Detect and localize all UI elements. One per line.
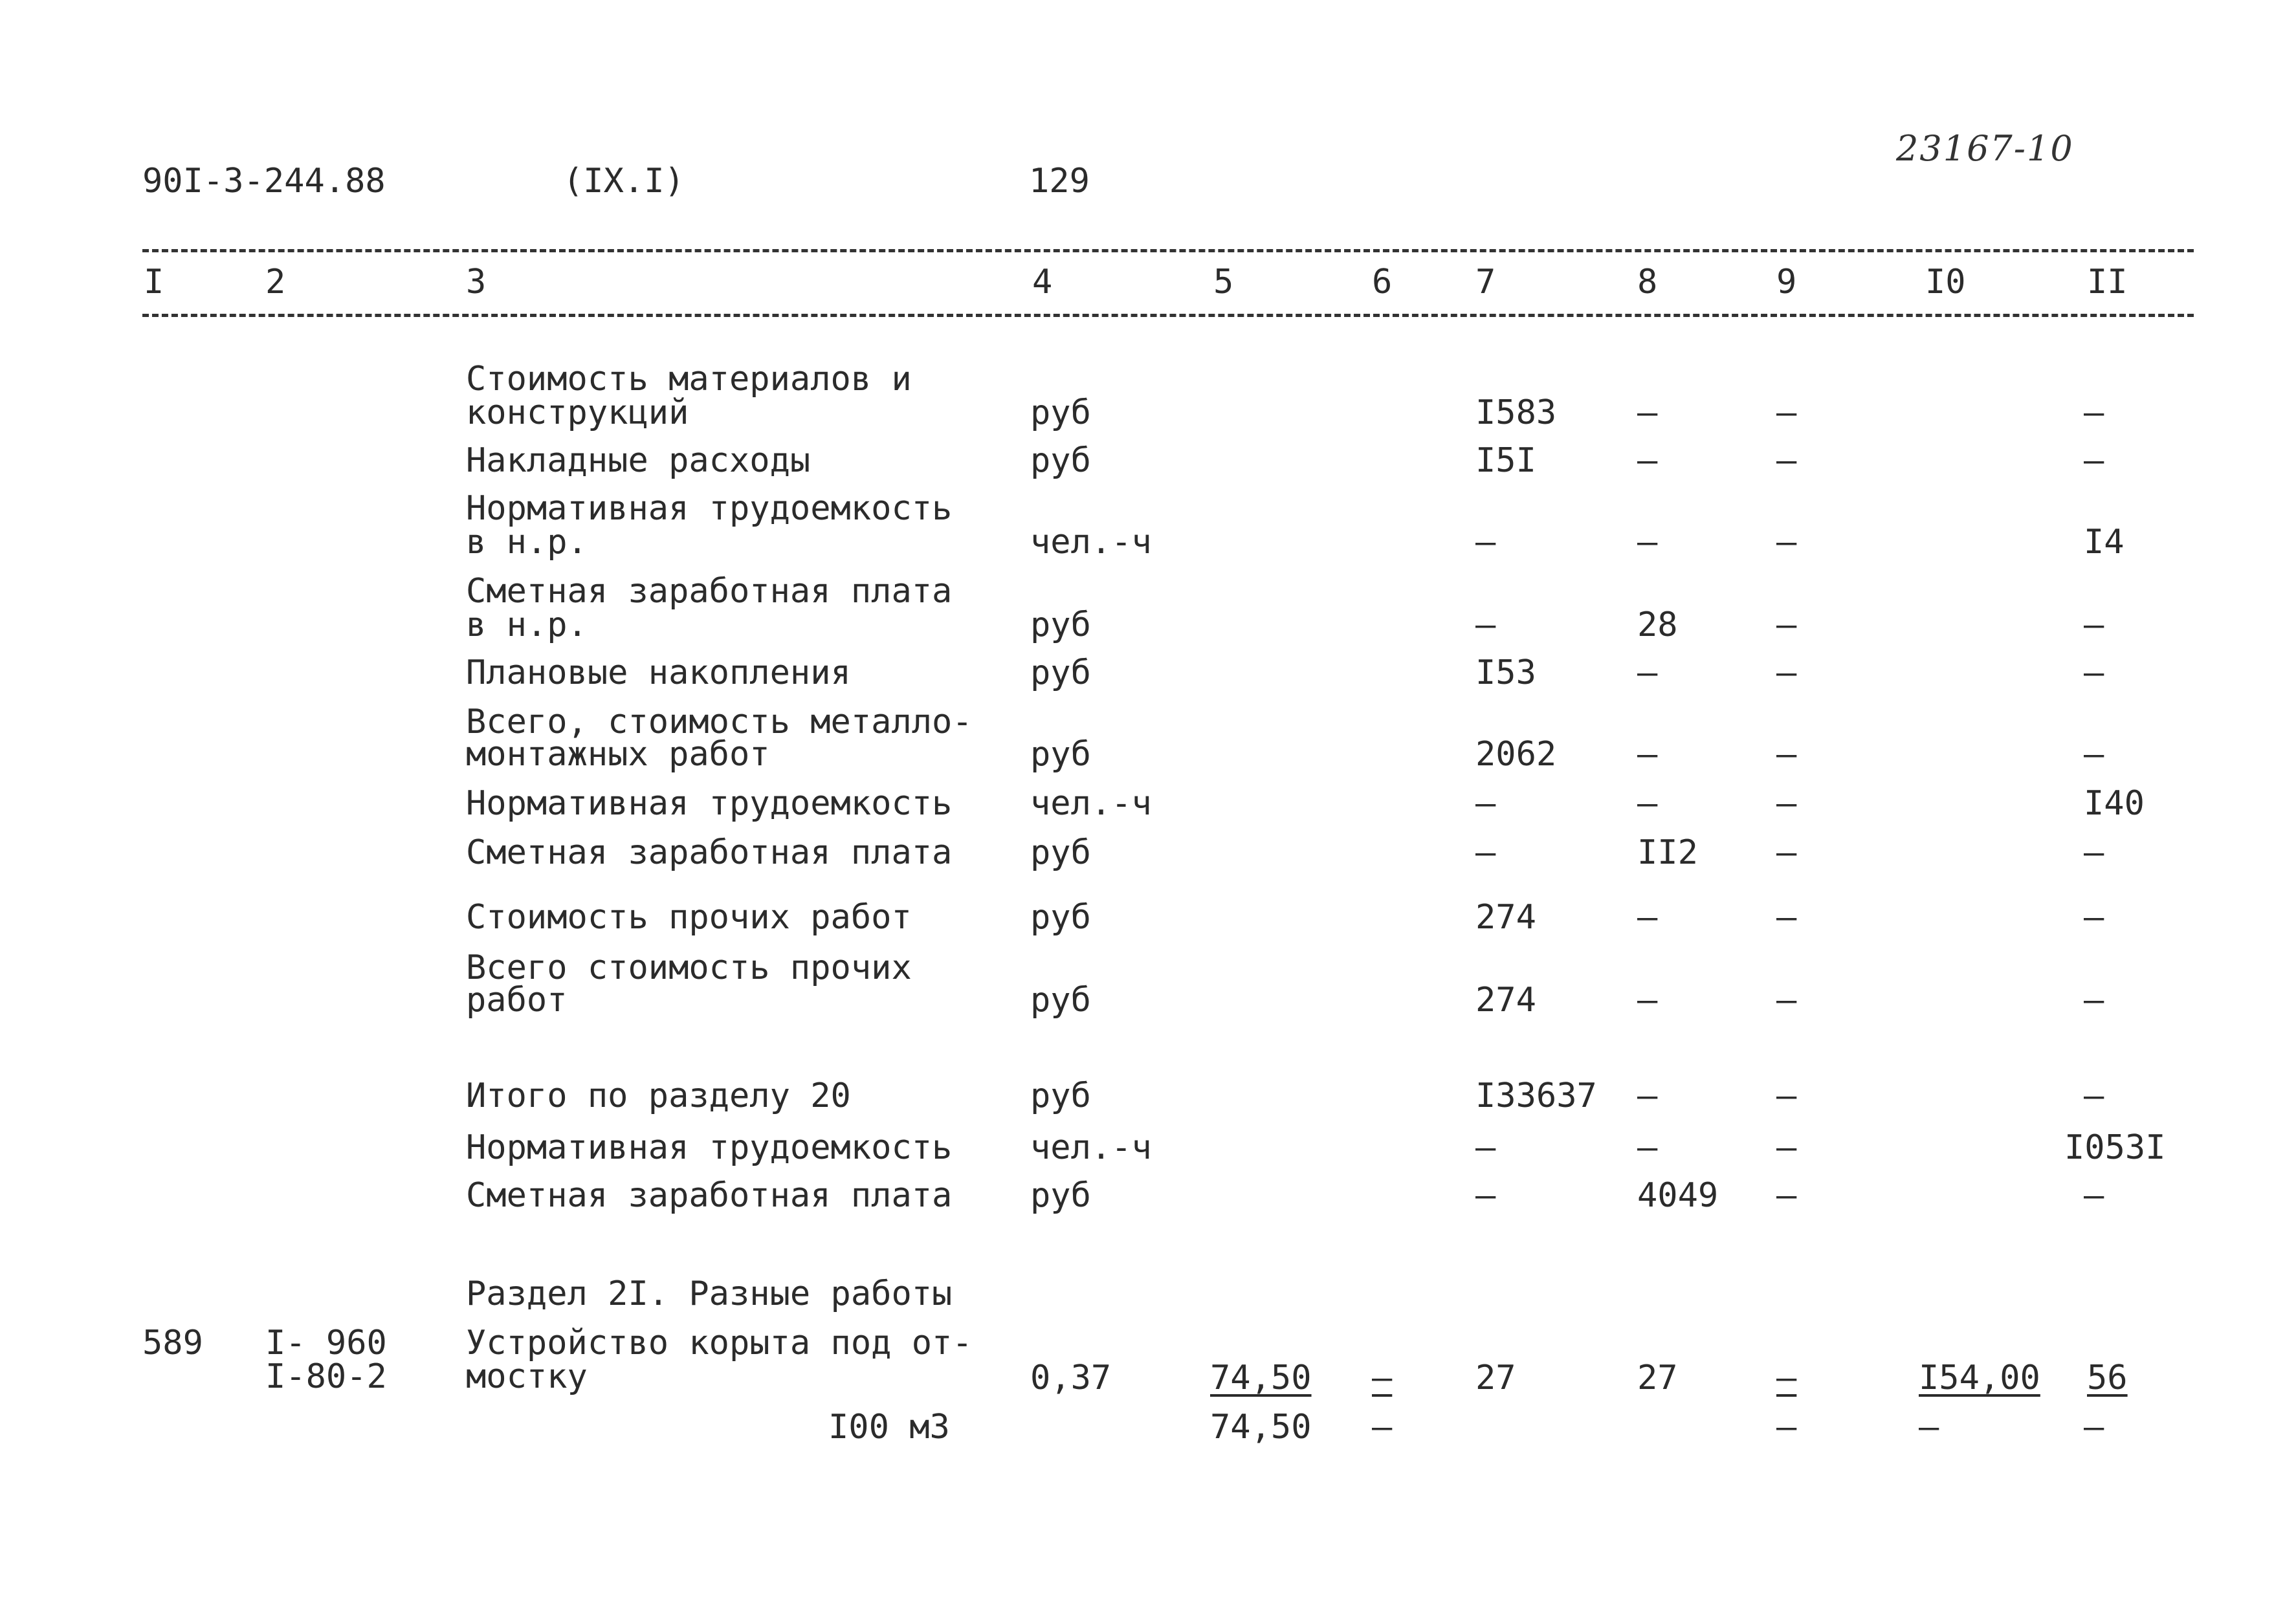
header-divider-top [142, 249, 2194, 252]
page-number: 129 [1029, 162, 1090, 201]
row-label: работ [466, 981, 568, 1020]
row-label: конструкций [466, 393, 689, 432]
row-label: Всего стоимость прочих [466, 948, 912, 987]
row-col8: – [1637, 898, 1658, 937]
row-label: Накладные расходы [466, 441, 811, 480]
row-unit: руб [1030, 441, 1091, 480]
item-col8: 27 [1637, 1359, 1678, 1397]
row-col7: I53 [1475, 653, 1536, 692]
row-col11: – [2084, 898, 2104, 937]
item-col5-bottom: 74,50 [1210, 1408, 1312, 1447]
row-label: Нормативная трудоемкость [466, 1128, 953, 1167]
row-col8: – [1637, 393, 1658, 432]
row-unit: руб [1030, 1077, 1091, 1115]
row-label: Всего, стоимость металло- [466, 703, 973, 741]
row-label: Нормативная трудоемкость [466, 489, 953, 528]
row-col11: I053I [2064, 1128, 2166, 1167]
row-col9: – [1776, 441, 1797, 480]
row-col9: – [1776, 833, 1797, 872]
row-col9: – [1776, 393, 1797, 432]
item-col6-top: – [1372, 1359, 1393, 1397]
row-col8: – [1637, 735, 1658, 774]
row-col7: I5I [1475, 441, 1536, 480]
row-col7: 2062 [1475, 735, 1557, 774]
item-label: Устройство корыта под от- [466, 1324, 973, 1362]
item-col9-top: – [1776, 1359, 1797, 1397]
row-col9: – [1776, 981, 1797, 1020]
row-col8: II2 [1637, 833, 1698, 872]
col-9: 9 [1776, 263, 1797, 301]
row-label: Сметная заработная плата [466, 572, 953, 611]
row-col8: – [1637, 523, 1658, 562]
row-col9: – [1776, 523, 1797, 562]
row-col7: – [1475, 523, 1496, 562]
item-code: I- 960 [265, 1324, 387, 1362]
row-col11: – [2084, 1176, 2104, 1215]
row-col11: I40 [2084, 784, 2145, 823]
row-unit: руб [1030, 735, 1091, 774]
row-col7: – [1475, 784, 1496, 823]
row-col8: 4049 [1637, 1176, 1719, 1215]
row-label: Итого по разделу 20 [466, 1077, 851, 1115]
row-col9: – [1776, 1077, 1797, 1115]
row-col8: – [1637, 1077, 1658, 1115]
row-col8: – [1637, 981, 1658, 1020]
row-unit: руб [1030, 833, 1091, 872]
header-divider-bottom [142, 314, 2194, 317]
doc-code: 90I-3-244.88 [142, 162, 386, 201]
row-unit: руб [1030, 606, 1091, 644]
row-col11: – [2084, 1077, 2104, 1115]
col-8: 8 [1637, 263, 1658, 301]
row-col11: – [2084, 735, 2104, 774]
col-1: I [144, 263, 164, 301]
row-col8: – [1637, 784, 1658, 823]
col-2: 2 [265, 263, 286, 301]
item-quantity: 0,37 [1030, 1359, 1112, 1397]
row-col8: – [1637, 1128, 1658, 1167]
handwritten-number: 23167-10 [1896, 128, 2074, 169]
row-col11: – [2084, 441, 2104, 480]
item-label: мостку [466, 1357, 588, 1396]
row-unit: руб [1030, 393, 1091, 432]
col-3: 3 [466, 263, 487, 301]
row-label: в н.р. [466, 606, 588, 644]
item-number: 589 [142, 1324, 203, 1362]
row-label: Стоимость материалов и [466, 360, 912, 399]
row-col9: – [1776, 784, 1797, 823]
row-unit: чел.-ч [1030, 784, 1152, 823]
row-unit: руб [1030, 898, 1091, 937]
col-4: 4 [1032, 263, 1053, 301]
row-label: Сметная заработная плата [466, 833, 953, 872]
row-col11: – [2084, 981, 2104, 1020]
item-col10-bottom: – [1919, 1408, 1939, 1447]
col-10: I0 [1925, 263, 1966, 301]
row-col11: I4 [2084, 523, 2125, 562]
row-col7: – [1475, 833, 1496, 872]
row-col11: – [2084, 606, 2104, 644]
row-col9: – [1776, 735, 1797, 774]
row-col11: – [2084, 393, 2104, 432]
item-col10-top: I54,00 [1919, 1359, 2040, 1397]
row-col9: – [1776, 606, 1797, 644]
row-unit: руб [1030, 1176, 1091, 1215]
row-col7: I583 [1475, 393, 1557, 432]
row-label: в н.р. [466, 523, 588, 562]
row-col9: – [1776, 653, 1797, 692]
item-col11-bottom: – [2084, 1408, 2104, 1447]
item-col5-top: 74,50 [1210, 1359, 1312, 1397]
row-unit: руб [1030, 981, 1091, 1020]
row-col8: – [1637, 653, 1658, 692]
section-code: (IX.I) [563, 162, 685, 201]
row-col7: 274 [1475, 898, 1536, 937]
row-label: Плановые накопления [466, 653, 851, 692]
item-col9-bottom: – [1776, 1408, 1797, 1447]
row-col11: – [2084, 653, 2104, 692]
col-6: 6 [1372, 263, 1393, 301]
item-col11-top: 56 [2087, 1359, 2128, 1397]
item-measure: I00 м3 [828, 1408, 950, 1447]
row-col7: – [1475, 1128, 1496, 1167]
row-col11: – [2084, 833, 2104, 872]
row-col8: 28 [1637, 606, 1678, 644]
row-col9: – [1776, 1128, 1797, 1167]
item-col7: 27 [1475, 1359, 1516, 1397]
row-unit: чел.-ч [1030, 1128, 1152, 1167]
row-label: Сметная заработная плата [466, 1176, 953, 1215]
section-title: Раздел 2I. Разные работы [466, 1274, 953, 1313]
item-code: I-80-2 [265, 1357, 387, 1396]
row-unit: чел.-ч [1030, 523, 1152, 562]
row-col7: – [1475, 1176, 1496, 1215]
row-col9: – [1776, 1176, 1797, 1215]
row-label: Стоимость прочих работ [466, 898, 912, 937]
row-col9: – [1776, 898, 1797, 937]
row-label: монтажных работ [466, 735, 770, 774]
row-col7: – [1475, 606, 1496, 644]
row-col8: – [1637, 441, 1658, 480]
row-col7: I33637 [1475, 1077, 1597, 1115]
col-5: 5 [1213, 263, 1234, 301]
col-11: II [2087, 263, 2128, 301]
item-col6-bottom: – [1372, 1408, 1393, 1447]
row-unit: руб [1030, 653, 1091, 692]
row-label: Нормативная трудоемкость [466, 784, 953, 823]
col-7: 7 [1475, 263, 1496, 301]
row-col7: 274 [1475, 981, 1536, 1020]
